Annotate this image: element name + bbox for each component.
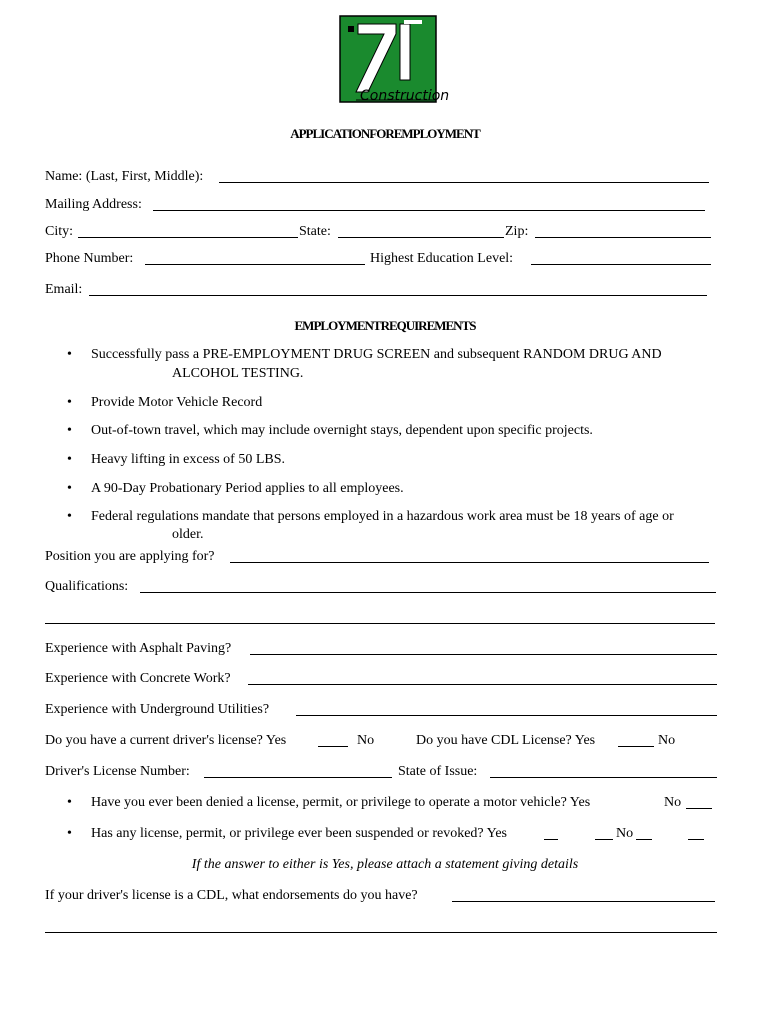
state-of-issue-field[interactable] — [490, 777, 717, 778]
qualifications-label: Qualifications: — [45, 579, 129, 594]
underground-field[interactable] — [296, 715, 717, 716]
cdl-yes-field[interactable] — [618, 746, 654, 747]
dl-number-label: Driver's License Number: — [45, 764, 190, 779]
attach-statement-note: If the answer to either is Yes, please attach a statement giving details — [191, 857, 579, 872]
company-logo — [338, 14, 456, 108]
requirement-item: Out-of-town travel, which may include overnight stays, dependent upon specific projects. — [91, 423, 593, 438]
qualifications-field[interactable] — [140, 592, 716, 593]
zip-field[interactable] — [535, 237, 711, 238]
state-field[interactable] — [338, 237, 504, 238]
city-label: City: — [45, 224, 74, 239]
concrete-label: Experience with Concrete Work? — [45, 671, 231, 686]
cdl-endorsements-field-line2[interactable] — [45, 932, 717, 933]
cdl-endorsements-field[interactable] — [452, 901, 715, 902]
bullet-icon: • — [67, 395, 72, 410]
drivers-license-question: Do you have a current driver's license? Yes — [45, 733, 287, 748]
email-label: Email: — [45, 282, 83, 297]
drivers-license-no-label: No — [357, 733, 375, 748]
name-label: Name: (Last, First, Middle): — [45, 169, 204, 184]
dl-number-field[interactable] — [204, 777, 392, 778]
drivers-license-yes-field[interactable] — [318, 746, 348, 747]
requirement-item: Provide Motor Vehicle Record — [91, 395, 263, 410]
qualifications-field-line2[interactable] — [45, 623, 715, 624]
denied-no-field[interactable] — [686, 808, 712, 809]
bullet-icon: • — [67, 509, 72, 524]
denied-no-label: No — [664, 795, 682, 810]
cdl-no-label: No — [658, 733, 676, 748]
cdl-question: Do you have CDL License? Yes — [416, 733, 596, 748]
requirement-item: A 90-Day Probationary Period applies to all employees. — [91, 481, 404, 496]
state-label: State: — [299, 224, 331, 239]
education-label: Highest Education Level: — [370, 251, 514, 266]
bullet-icon: • — [67, 347, 72, 362]
cdl-endorsements-label: If your driver's license is a CDL, what endorsements do you have? — [45, 888, 418, 903]
requirement-item: Successfully pass a PRE-EMPLOYMENT DRUG SCREEN and subsequent RANDOM DRUG AND — [91, 347, 662, 362]
bullet-icon: • — [67, 795, 72, 810]
suspended-no-label: No — [616, 826, 634, 841]
position-label: Position you are applying for? — [45, 549, 215, 564]
mailing-label: Mailing Address: — [45, 197, 142, 212]
bullet-icon: • — [67, 452, 72, 467]
suspended-yes-field[interactable] — [544, 839, 558, 840]
asphalt-field[interactable] — [250, 654, 717, 655]
requirement-item: Federal regulations mandate that persons employed in a hazardous work area must be 18 years of age or — [91, 509, 674, 524]
email-field[interactable] — [89, 295, 707, 296]
zip-label: Zip: — [505, 224, 529, 239]
phone-label: Phone Number: — [45, 251, 134, 266]
bullet-icon: • — [67, 423, 72, 438]
suspended-no-field-2[interactable] — [688, 839, 704, 840]
mailing-address-field[interactable] — [153, 210, 705, 211]
phone-field[interactable] — [145, 264, 365, 265]
state-of-issue-label: State of Issue: — [398, 764, 478, 779]
page-title: APPLICATIONFOREMPLOYMENT — [290, 126, 480, 141]
requirement-item-continued: ALCOHOL TESTING. — [172, 366, 304, 381]
denied-question: Have you ever been denied a license, permit, or privilege to operate a motor vehicle? Yes — [91, 795, 591, 810]
city-field[interactable] — [78, 237, 298, 238]
suspended-no-field[interactable] — [636, 839, 652, 840]
logo-brand-text: Construction — [360, 88, 450, 104]
requirements-title: EMPLOYMENTREQUIREMENTS — [294, 318, 476, 333]
suspended-yes-field-2[interactable] — [595, 839, 613, 840]
education-field[interactable] — [531, 264, 711, 265]
asphalt-label: Experience with Asphalt Paving? — [45, 641, 232, 656]
bullet-icon: • — [67, 826, 72, 841]
name-field[interactable] — [219, 182, 709, 183]
concrete-field[interactable] — [248, 684, 717, 685]
suspended-question: Has any license, permit, or privilege ever been suspended or revoked? Yes — [91, 826, 507, 841]
requirement-item-continued: older. — [172, 527, 204, 542]
requirement-item: Heavy lifting in excess of 50 LBS. — [91, 452, 286, 467]
position-field[interactable] — [230, 562, 709, 563]
underground-label: Experience with Underground Utilities? — [45, 702, 270, 717]
bullet-icon: • — [67, 481, 72, 496]
